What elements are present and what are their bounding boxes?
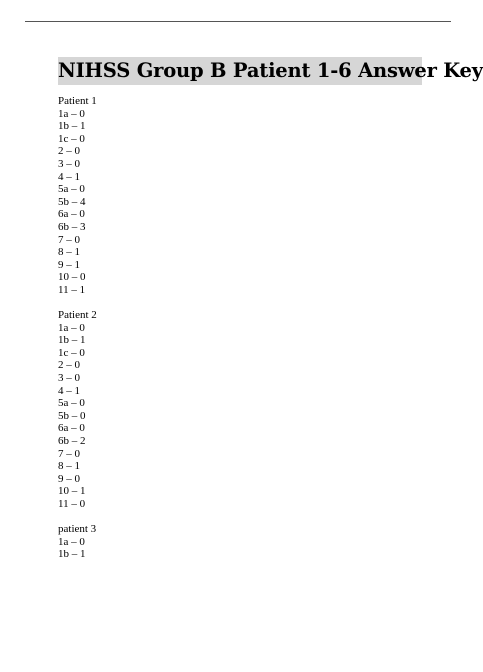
answer-line: 5b – 4 — [58, 195, 86, 208]
answer-line: 5a – 0 — [58, 397, 85, 410]
answer-line: 8 – 1 — [58, 246, 80, 259]
patient-3-section — [58, 523, 438, 561]
answer-line: 1a – 0 — [58, 535, 85, 548]
answer-line: 9 – 1 — [58, 258, 80, 271]
answer-line: 1c – 0 — [58, 132, 85, 145]
answer-line: 4 – 1 — [58, 170, 80, 183]
header-rule — [25, 21, 451, 22]
answer-line: 11 – 0 — [58, 498, 86, 510]
answer-line: 1a – 0 — [58, 321, 85, 334]
answer-line: 1a – 0 — [58, 107, 85, 120]
patient-heading: Patient 1 — [58, 95, 97, 107]
patient-2-section — [58, 309, 438, 511]
patient-heading: patient 3 — [58, 523, 97, 536]
answer-line: 7 – 0 — [58, 233, 80, 246]
document-title: NIHSS Group B Patient 1-6 Answer Key — [58, 57, 422, 85]
answer-line: 1b – 1 — [58, 120, 86, 133]
answer-line: 9 – 0 — [58, 472, 80, 485]
answer-line: 6b – 3 — [58, 220, 86, 233]
answer-key-content — [58, 95, 438, 561]
answer-line: 2 – 0 — [58, 359, 80, 372]
answer-line: 10 – 0 — [58, 271, 86, 284]
answer-line: 1c – 0 — [58, 346, 85, 359]
answer-line: 2 – 0 — [58, 145, 80, 158]
answer-line: 11 – 1 — [58, 283, 86, 296]
answer-line: 5b – 0 — [58, 409, 86, 422]
answer-line: 8 – 1 — [58, 460, 80, 473]
answer-line: 10 – 1 — [58, 485, 86, 498]
answer-line: 7 – 0 — [58, 447, 80, 460]
answer-line: 1b – 1 — [58, 548, 86, 561]
answer-line: 4 – 1 — [58, 384, 80, 397]
answer-line: 1b – 1 — [58, 334, 86, 347]
patient-heading: Patient 2 — [58, 309, 97, 322]
answer-line: 6a – 0 — [58, 422, 85, 435]
answer-line: 3 – 0 — [58, 372, 80, 385]
answer-line: 6a – 0 — [58, 208, 85, 221]
patient-1-section — [58, 95, 438, 297]
answer-line: 6b – 2 — [58, 435, 86, 448]
answer-line: 3 – 0 — [58, 157, 80, 170]
answer-line: 5a – 0 — [58, 183, 85, 196]
